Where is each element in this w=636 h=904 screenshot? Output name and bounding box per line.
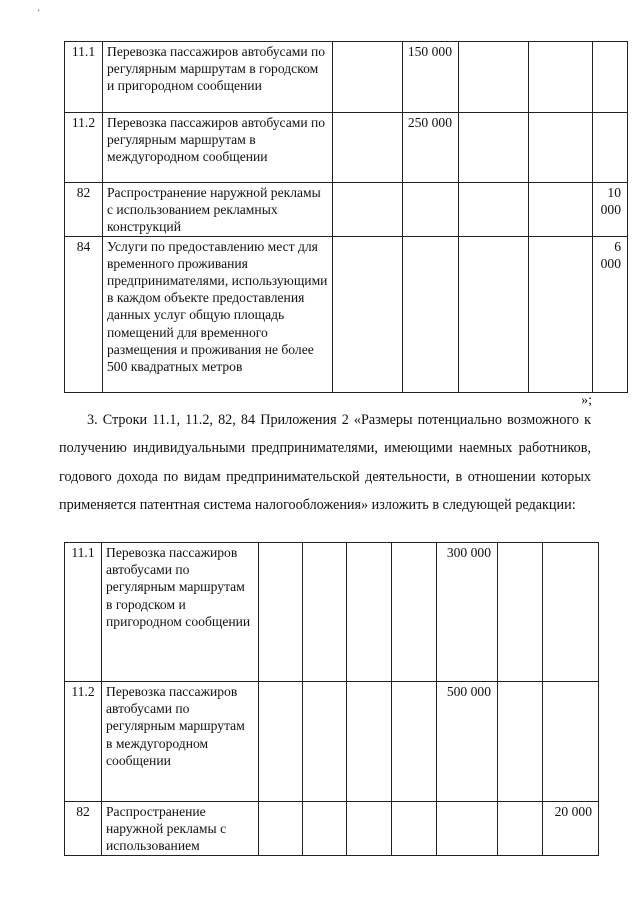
row-number: 84 xyxy=(65,236,103,392)
activity-description: Распространение наружной рекламы с использованием xyxy=(102,802,259,856)
empty-cell xyxy=(529,183,593,237)
empty-cell xyxy=(347,802,392,856)
activity-description: Услуги по предоставлению мест для временного проживания предпринимателями, использующими в каждом объекте предоставления данных услуг общую площадь помещений для временного размещения и проживания не более 500 квадратных метров xyxy=(103,236,333,392)
empty-cell xyxy=(259,682,303,802)
income-value: 150 000 xyxy=(403,42,459,113)
income-value xyxy=(403,183,459,237)
table-row xyxy=(65,543,599,682)
row-number: 11.1 xyxy=(65,543,102,682)
activity-description: Перевозка пассажиров автобусами по регулярным маршрутам в междугородном сообщении xyxy=(102,682,259,802)
income-value: 500 000 xyxy=(437,682,498,802)
empty-cell xyxy=(303,802,347,856)
table-row xyxy=(65,183,628,237)
empty-cell xyxy=(303,543,347,682)
empty-cell xyxy=(333,113,403,183)
row-number: 82 xyxy=(65,183,103,237)
income-value: 20 000 xyxy=(543,802,599,856)
empty-cell xyxy=(498,682,543,802)
activity-description: Перевозка пассажиров автобусами по регулярным маршрутам в городском и пригородном сообщении xyxy=(102,543,259,682)
table-row xyxy=(65,682,599,802)
empty-cell xyxy=(498,802,543,856)
row-number: 11.2 xyxy=(65,113,103,183)
income-value xyxy=(543,543,599,682)
empty-cell xyxy=(347,543,392,682)
empty-cell xyxy=(347,682,392,802)
empty-cell xyxy=(333,236,403,392)
activity-description: Распространение наружной рекламы с использованием рекламных конструкций xyxy=(103,183,333,237)
table-row xyxy=(65,42,628,113)
table-previous-edition xyxy=(64,41,628,393)
empty-cell xyxy=(529,236,593,392)
empty-cell xyxy=(498,543,543,682)
row-number: 82 xyxy=(65,802,102,856)
empty-cell xyxy=(392,682,437,802)
empty-cell xyxy=(259,543,303,682)
amendment-paragraph: 3. Строки 11.1, 11.2, 82, 84 Приложения 2 «Размеры потенциально возможного к получению индивидуальными предпринимателями, имеющими наемных работников, годового дохода по видам предпринимательской деятельности, в отношении которых применяется патентная система налогообложения» изложить в следующей редакции: xyxy=(59,412,591,514)
empty-cell xyxy=(259,802,303,856)
empty-cell xyxy=(459,113,529,183)
income-value xyxy=(403,236,459,392)
income-value xyxy=(593,113,628,183)
income-value: 300 000 xyxy=(437,543,498,682)
table-new-edition xyxy=(64,542,599,856)
empty-cell xyxy=(392,543,437,682)
activity-description: Перевозка пассажиров автобусами по регулярным маршрутам в городском и пригородном сообщении xyxy=(103,42,333,113)
empty-cell xyxy=(303,682,347,802)
empty-cell xyxy=(333,183,403,237)
row-number: 11.1 xyxy=(65,42,103,113)
income-value xyxy=(593,42,628,113)
row-number: 11.2 xyxy=(65,682,102,802)
income-value xyxy=(543,682,599,802)
empty-cell xyxy=(459,42,529,113)
empty-cell xyxy=(459,183,529,237)
income-value xyxy=(437,802,498,856)
empty-cell xyxy=(333,42,403,113)
table-row xyxy=(65,802,599,856)
empty-cell xyxy=(529,113,593,183)
table-row xyxy=(65,236,628,392)
activity-description: Перевозка пассажиров автобусами по регулярным маршрутам в междугородном сообщении xyxy=(103,113,333,183)
table-row xyxy=(65,113,628,183)
scan-speck: ' xyxy=(38,8,40,18)
income-value: 250 000 xyxy=(403,113,459,183)
empty-cell xyxy=(459,236,529,392)
empty-cell xyxy=(529,42,593,113)
income-value: 6 000 xyxy=(593,236,628,392)
income-value: 10 000 xyxy=(593,183,628,237)
empty-cell xyxy=(392,802,437,856)
closing-quote-mark: »; xyxy=(581,393,592,408)
